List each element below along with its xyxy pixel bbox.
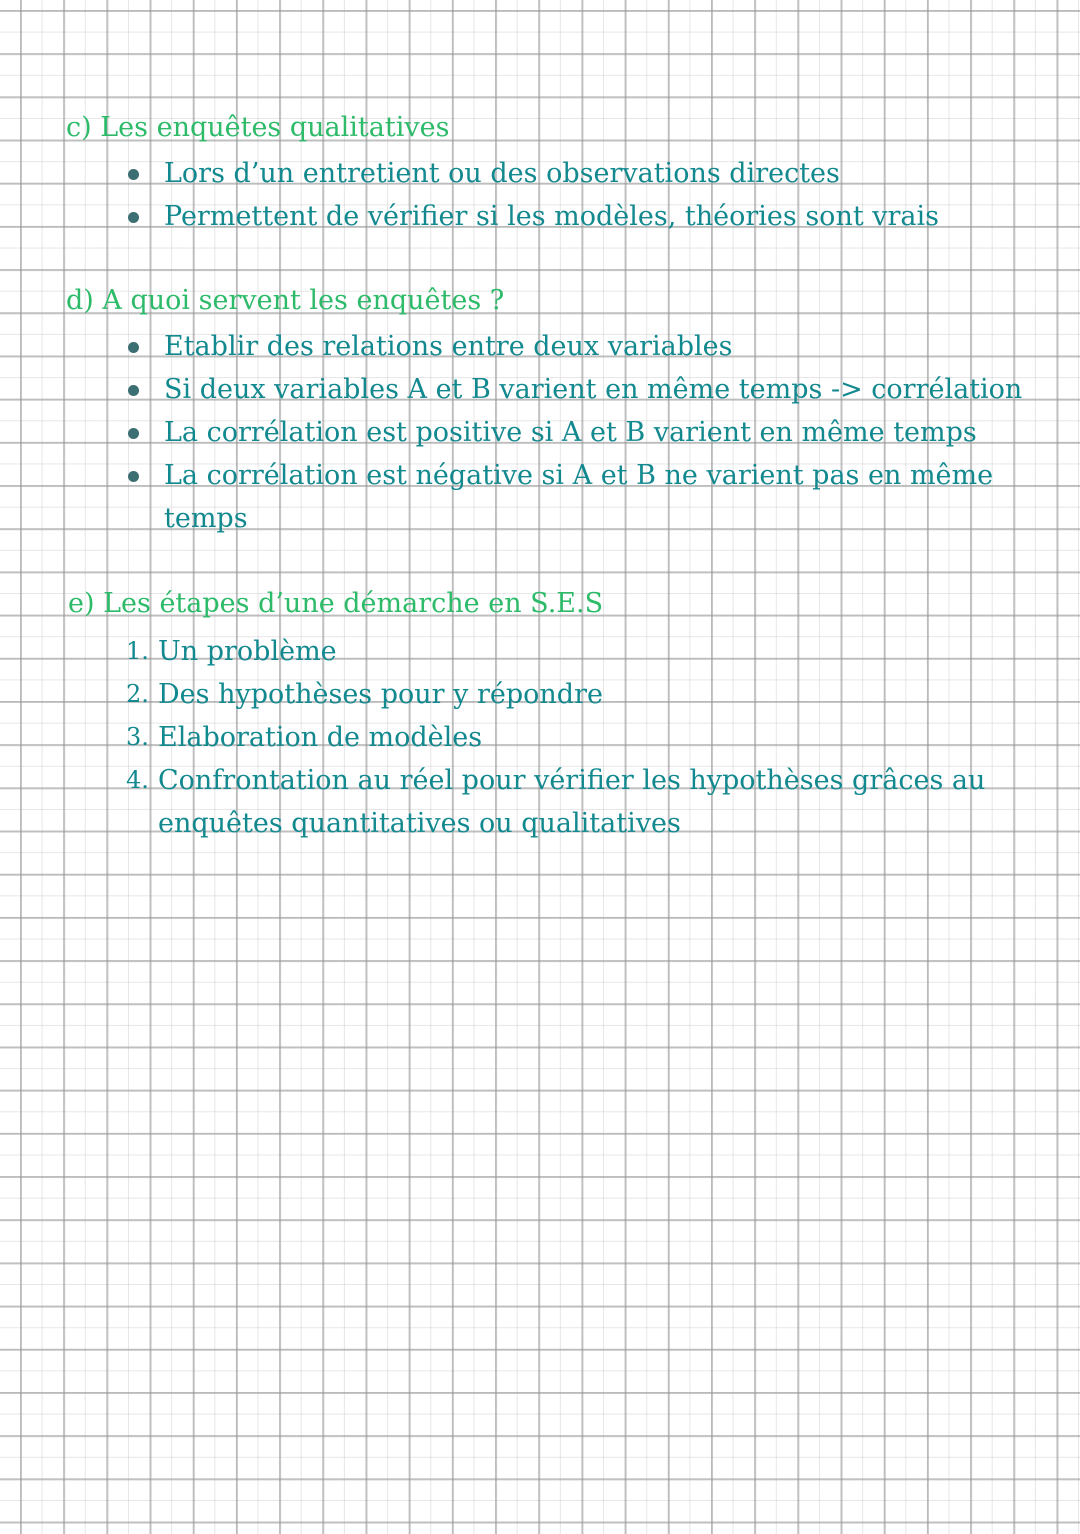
- bullet-icon: [128, 342, 139, 353]
- step-item: 3. Elaboration de modèles: [126, 716, 998, 759]
- section-d-list: [126, 325, 1022, 540]
- step-number: 4.: [126, 766, 149, 794]
- step-item: 4. Confrontation au réel pour vérifier les hypothèses grâces au enquêtes quantitatives ou qualitatives: [126, 759, 998, 845]
- bullet-icon: [128, 169, 139, 180]
- section-c-heading: c) Les enquêtes qualitatives: [66, 112, 450, 143]
- bullet-icon: [128, 385, 139, 396]
- list-item: Si deux variables A et B varient en même temps -> corrélation: [126, 368, 1022, 411]
- bullet-icon: [128, 428, 139, 439]
- step-item: 2. Des hypothèses pour y répondre: [126, 673, 998, 716]
- list-item: Lors d’un entretient ou des observations directes: [126, 152, 939, 195]
- step-number: 1.: [126, 637, 149, 665]
- bullet-icon: [128, 212, 139, 223]
- section-d-heading: d) A quoi servent les enquêtes ?: [66, 285, 505, 316]
- section-e-steps: [126, 630, 998, 845]
- step-number: 2.: [126, 680, 149, 708]
- section-e-heading: e) Les étapes d’une démarche en S.E.S: [68, 588, 604, 619]
- list-item: La corrélation est négative si A et B ne varient pas en même temps: [126, 454, 994, 540]
- list-item: Permettent de vérifier si les modèles, théories sont vrais: [126, 195, 939, 238]
- step-number: 3.: [126, 723, 149, 751]
- bullet-icon: [128, 471, 139, 482]
- section-c-list: [126, 152, 939, 238]
- list-item: La corrélation est positive si A et B varient en même temps: [126, 411, 1022, 454]
- list-item: Etablir des relations entre deux variables: [126, 325, 1022, 368]
- step-item: 1. Un problème: [126, 630, 998, 673]
